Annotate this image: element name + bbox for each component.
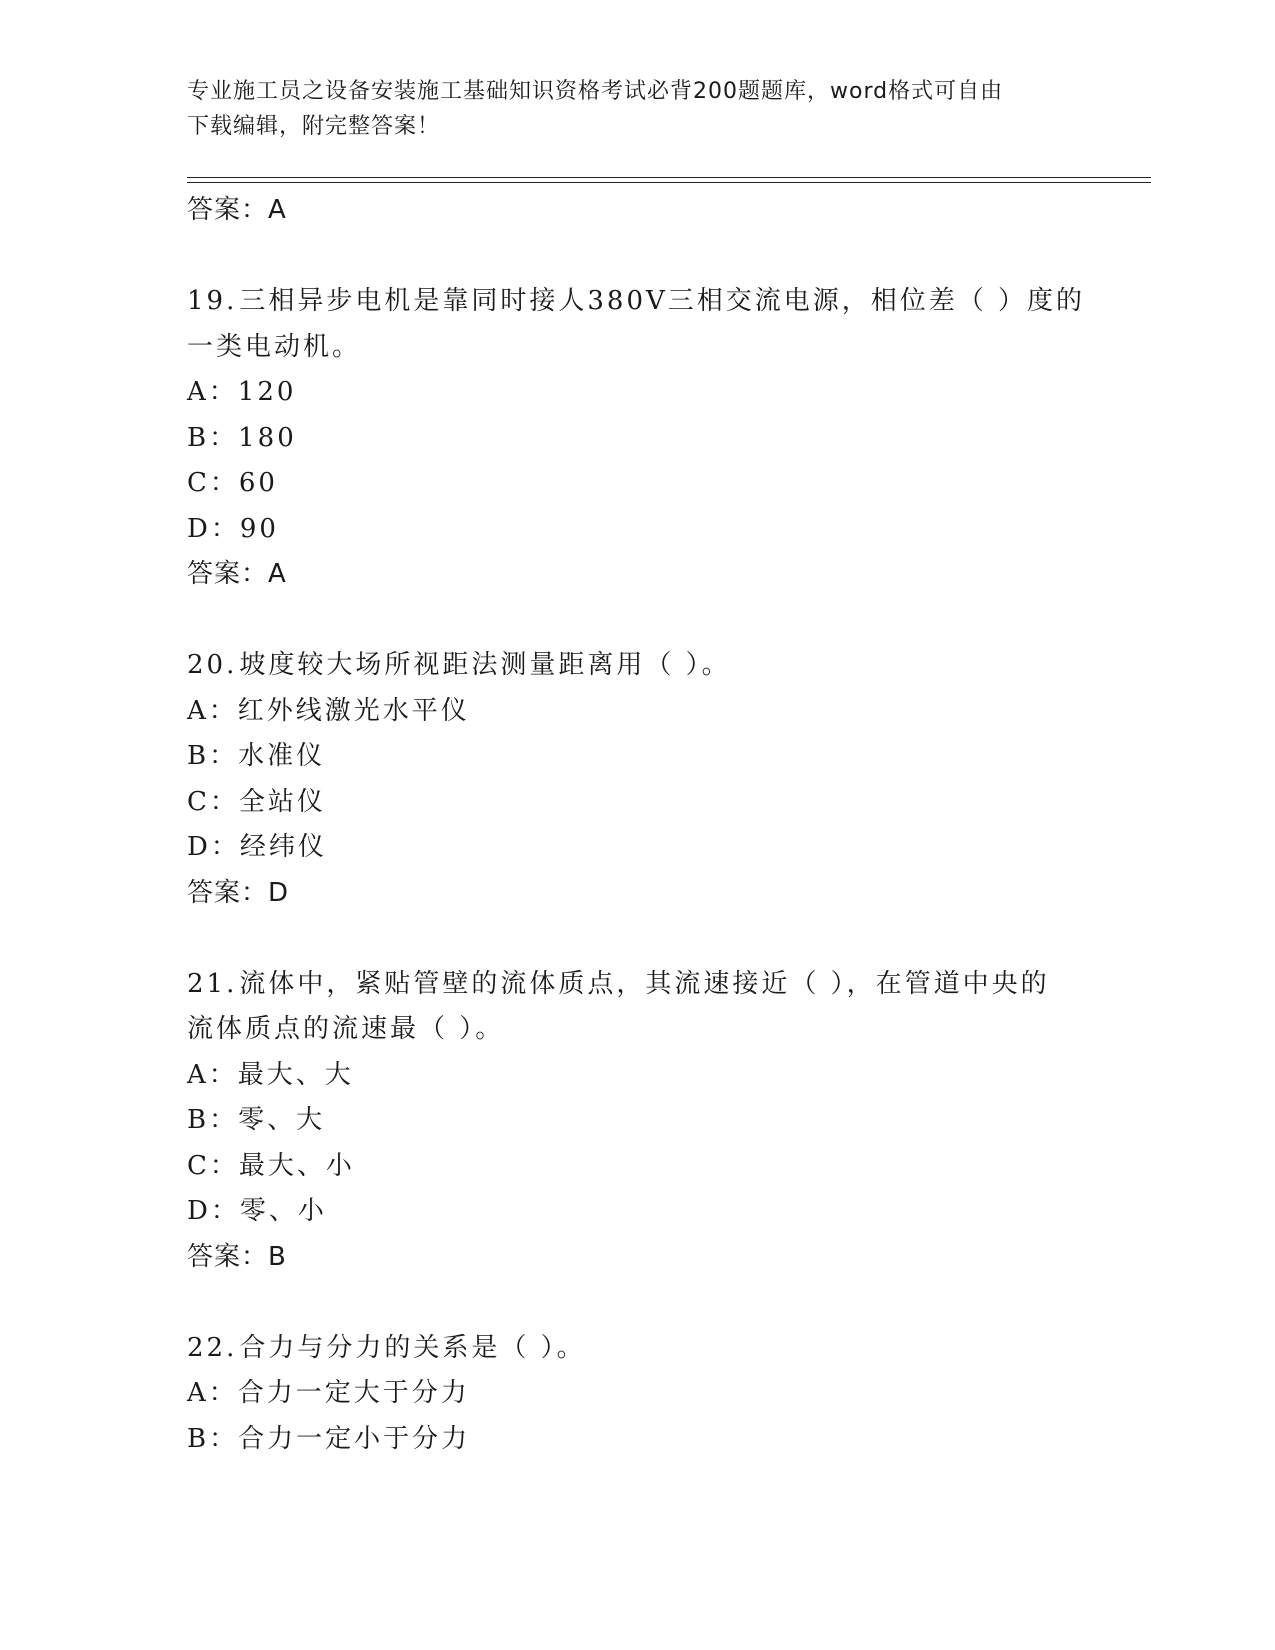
question-text: 三相异步电机是靠同时接人380V三相交流电源，相位差（ ）度的 <box>239 286 1086 316</box>
question-number: 20. <box>187 650 238 680</box>
question-stem <box>187 962 1087 1008</box>
option-b: B：合力一定小于分力 <box>187 1423 471 1454</box>
option-b: B：水准仪 <box>187 741 326 771</box>
question-21 <box>187 962 1087 1281</box>
option-a: A：合力一定大于分力 <box>187 1378 470 1408</box>
header-line-2: 下载编辑，附完整答案！ <box>187 114 441 139</box>
option-d: D：90 <box>187 513 279 544</box>
question-text-continued: 一类电动机。 <box>187 331 362 362</box>
question-text: 坡度较大场所视距法测量距离用（ ）。 <box>239 650 731 680</box>
question-stem <box>187 1326 1087 1372</box>
option-d: D：零、小 <box>187 1196 327 1226</box>
question-number: 19. <box>187 286 238 316</box>
question-number: 21. <box>187 968 238 999</box>
question-text-continued: 流体质点的流速最（ ）。 <box>187 1014 505 1044</box>
question-22 <box>187 1326 1087 1463</box>
option-a: A：红外线激光水平仪 <box>187 695 470 726</box>
document-body <box>187 188 1087 1462</box>
option-c: C：最大、小 <box>187 1150 355 1181</box>
question-text: 流体中，紧贴管壁的流体质点，其流速接近（ ），在管道中央的 <box>239 968 1050 999</box>
question-19 <box>187 279 1087 598</box>
question-stem <box>187 643 1087 689</box>
answer-line: 答案：A <box>187 559 287 589</box>
header-rule-top <box>187 177 1151 178</box>
question-text: 合力与分力的关系是（ ）。 <box>239 1332 586 1363</box>
question-stem <box>187 279 1087 325</box>
option-a: A：最大、大 <box>187 1059 354 1090</box>
option-a: A：120 <box>187 377 297 407</box>
option-c: C：60 <box>187 468 278 498</box>
option-c: C：全站仪 <box>187 786 326 817</box>
option-b: B：180 <box>187 422 297 453</box>
answer-line: 答案：B <box>187 1241 287 1272</box>
option-d: D：经纬仪 <box>187 832 327 862</box>
document-header <box>187 74 1067 144</box>
question-number: 22. <box>187 1332 238 1363</box>
question-20 <box>187 643 1087 916</box>
answer-line: 答案：A <box>187 195 287 225</box>
header-rule-bottom <box>187 182 1151 183</box>
header-line-1: 专业施工员之设备安装施工基础知识资格考试必背200题题库，word格式可自由 <box>187 79 1004 104</box>
answer-line: 答案：D <box>187 877 290 908</box>
option-b: B：零、大 <box>187 1105 326 1135</box>
